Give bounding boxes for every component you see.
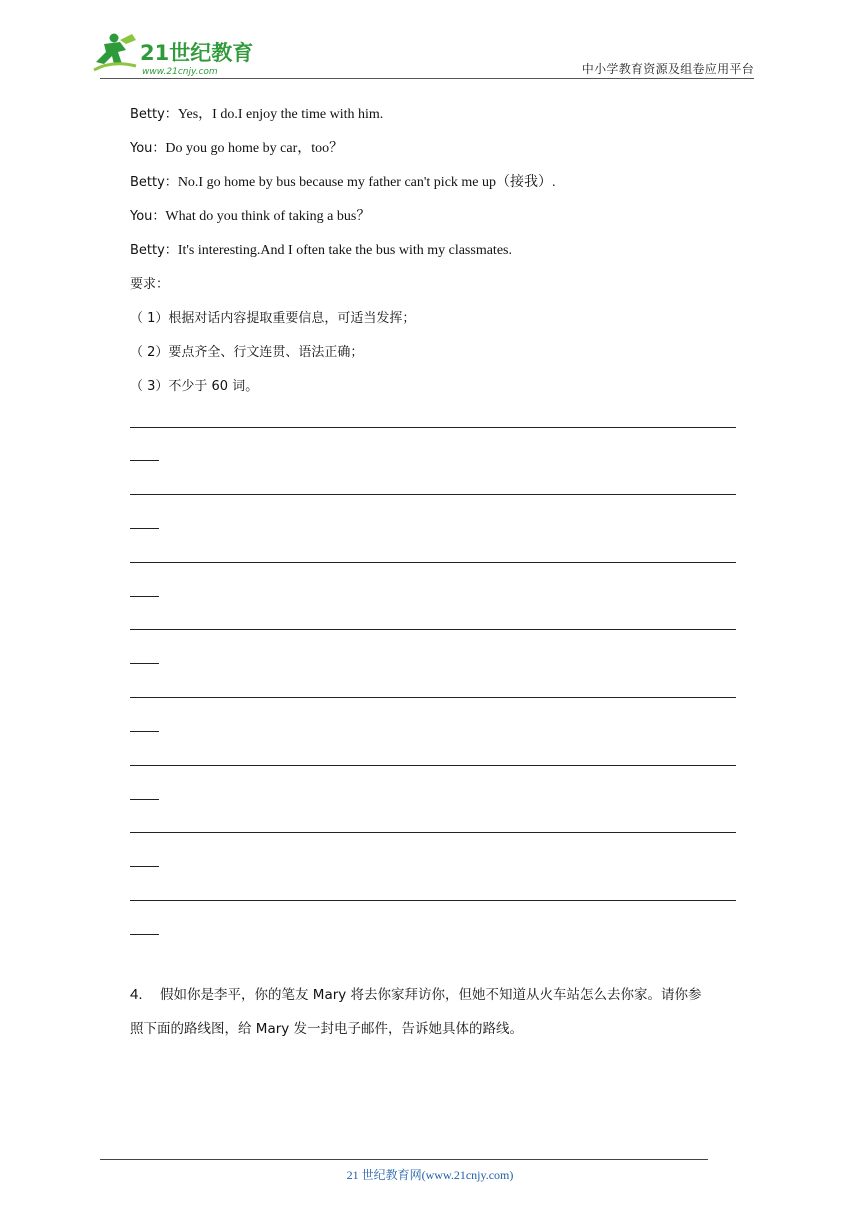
question-text: 照下面的路线图，给 Mary 发一封电子邮件，告诉她具体的路线。 [130,1021,524,1037]
dialogue-line-2 [130,140,343,158]
site-logo [92,30,262,78]
writing-line[interactable] [130,562,736,563]
writing-line-end[interactable] [130,799,159,800]
dialogue-text: It's interesting.And I often take the bus with my classmates. [177,243,512,258]
dialogue-speaker: Betty： [130,175,178,190]
requirement-item-3: （ 3）不少于 60 词。 [130,379,259,394]
question-number: 4. [130,986,143,1003]
writing-line-end[interactable] [130,866,159,867]
writing-line[interactable] [130,629,736,630]
dialogue-text: Yes，I do.I enjoy the time with him. [177,107,384,122]
logo-wordmark: 21世纪教育 [140,41,254,65]
writing-line[interactable] [130,900,736,901]
dialogue-line-4 [130,208,370,226]
writing-line-end[interactable] [130,663,159,664]
dialogue-speaker: Betty： [130,243,178,258]
dialogue-text: What do you think of taking a bus？ [165,209,371,224]
logo-url: www.21cnjy.com [142,67,218,77]
question-text-line-1 [160,986,780,1005]
header-platform-text: 中小学教育资源及组卷应用平台 [581,62,754,76]
writing-line-end[interactable] [130,460,159,461]
writing-line-end[interactable] [130,528,159,529]
page-header [0,0,860,80]
header-divider [100,78,754,79]
dialogue-text: No.I go home by bus because my father can't pick me up（接我）. [177,175,556,190]
dialogue-text: Do you go home by car，too？ [165,141,344,156]
writing-line[interactable] [130,832,736,833]
writing-line-end[interactable] [130,596,159,597]
writing-line-end[interactable] [130,731,159,732]
writing-line[interactable] [130,697,736,698]
dialogue-line-3 [130,174,556,192]
writing-line[interactable] [130,427,736,428]
requirements-title: 要求： [130,277,170,292]
question-text: 假如你是李平，你的笔友 Mary 将去你家拜访你，但她不知道从火车站怎么去你家。请你参 [160,987,702,1003]
dialogue-line-5 [130,242,512,260]
writing-line[interactable] [130,765,736,766]
writing-line[interactable] [130,494,736,495]
requirement-item-2: （ 2）要点齐全、行文连贯、语法正确； [130,345,364,360]
dialogue-speaker: Betty： [130,107,178,122]
question-text-line-2 [130,1020,780,1039]
writing-line-end[interactable] [130,934,159,935]
dialogue-speaker: You： [130,209,166,224]
footer-divider [100,1159,708,1160]
running-figure-icon [94,34,136,71]
dialogue-line-1 [130,106,383,124]
requirement-item-1: （ 1）根据对话内容提取重要信息，可适当发挥； [130,311,416,326]
dialogue-speaker: You： [130,141,166,156]
footer-link[interactable]: 21 世纪教育网(www.21cnjy.com) [346,1168,514,1182]
